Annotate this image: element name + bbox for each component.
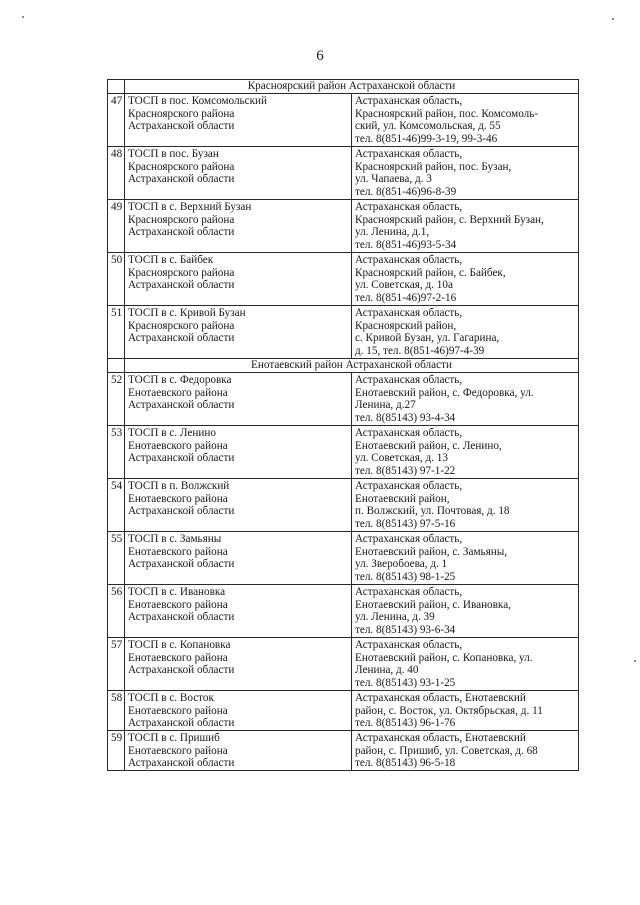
office-address: Астраханская область, Красноярский район, с. Верхний Бузан, ул. Ленина, д.1, тел. 8(851-46)93-5-34: [352, 200, 579, 253]
office-address: Астраханская область, Красноярский район, пос. Бузан, ул. Чапаева, д. 3 тел. 8(851-46)96-8-39: [352, 147, 579, 200]
table-row: [108, 426, 579, 479]
row-number: 51: [108, 306, 125, 359]
office-name: ТОСП в с. Пришиб Енотаевского района Астраханской области: [125, 731, 352, 771]
section-krasnoyarsky: [108, 80, 579, 359]
table-row: [108, 532, 579, 585]
table-row: [108, 306, 579, 359]
scan-speck: [22, 16, 24, 18]
office-address: Астраханская область, Енотаевский район, п. Волжский, ул. Почтовая, д. 18 тел. 8(85143) 97-5-16: [352, 479, 579, 532]
row-number: 55: [108, 532, 125, 585]
office-name: ТОСП в с. Федоровка Енотаевского района Астраханской области: [125, 373, 352, 426]
table-row: [108, 585, 579, 638]
row-number: 56: [108, 585, 125, 638]
office-address: Астраханская область, Енотаевский район, с. Ленино, ул. Советская, д. 13 тел. 8(85143) 97-1-22: [352, 426, 579, 479]
office-address: Астраханская область, Енотаевский район, с. Пришиб, ул. Советская, д. 68 тел. 8(85143) 96-5-18: [352, 731, 579, 771]
office-name: ТОСП в с. Копановка Енотаевского района Астраханской области: [125, 638, 352, 691]
table-row: [108, 200, 579, 253]
office-name: ТОСП в пос. Комсомольский Красноярского района Астраханской области: [125, 94, 352, 147]
row-number: 57: [108, 638, 125, 691]
section-enotaevsky: [108, 359, 579, 771]
table-row: [108, 638, 579, 691]
office-name: ТОСП в с. Восток Енотаевского района Астраханской области: [125, 691, 352, 731]
scan-speck: [634, 660, 636, 662]
office-address: Астраханская область, Енотаевский район, с. Федоровка, ул. Ленина, д.27 тел. 8(85143) 93-4-34: [352, 373, 579, 426]
office-name: ТОСП в с. Верхний Бузан Красноярского района Астраханской области: [125, 200, 352, 253]
office-name: ТОСП в с. Ивановка Енотаевского района Астраханской области: [125, 585, 352, 638]
row-number: 50: [108, 253, 125, 306]
office-address: Астраханская область, Красноярский район, с. Кривой Бузан, ул. Гагарина, д. 15, тел. 8(851-46)97-4-39: [352, 306, 579, 359]
office-name: ТОСП в с. Байбек Красноярского района Астраханской области: [125, 253, 352, 306]
offices-table: [107, 79, 579, 771]
office-name: ТОСП в с. Замьяны Енотаевского района Астраханской области: [125, 532, 352, 585]
row-number: 48: [108, 147, 125, 200]
row-number: 59: [108, 731, 125, 771]
row-number: 54: [108, 479, 125, 532]
office-name: ТОСП в с. Ленино Енотаевского района Астраханской области: [125, 426, 352, 479]
table-row: [108, 731, 579, 771]
table-row: [108, 253, 579, 306]
page-number: 6: [316, 48, 324, 64]
office-address: Астраханская область, Енотаевский район, с. Восток, ул. Октябрьская, д. 11 тел. 8(85143) 96-1-76: [352, 691, 579, 731]
office-address: Астраханская область, Енотаевский район, с. Копановка, ул. Ленина, д. 40 тел. 8(85143) 93-1-25: [352, 638, 579, 691]
table-row: [108, 373, 579, 426]
scan-speck: [612, 18, 614, 20]
office-address: Астраханская область, Енотаевский район, с. Замьяны, ул. Зверобоева, д. 1 тел. 8(85143) 98-1-25: [352, 532, 579, 585]
row-number: 53: [108, 426, 125, 479]
row-number: 47: [108, 94, 125, 147]
office-address: Астраханская область, Красноярский район, с. Байбек, ул. Советская, д. 10а тел. 8(851-46)97-2-16: [352, 253, 579, 306]
section-heading-spacer: [108, 359, 125, 373]
office-name: ТОСП в п. Волжский Енотаевского района Астраханской области: [125, 479, 352, 532]
row-number: 49: [108, 200, 125, 253]
row-number: 58: [108, 691, 125, 731]
section-heading: Енотаевский район Астраханской области: [125, 359, 579, 373]
section-heading-spacer: [108, 80, 125, 94]
table-row: [108, 479, 579, 532]
office-name: ТОСП в с. Кривой Бузан Красноярского района Астраханской области: [125, 306, 352, 359]
office-address: Астраханская область, Красноярский район, пос. Комсомоль- ский, ул. Комсомольская, д. 55 тел. 8(851-46)99-3-19, 99-3-46: [352, 94, 579, 147]
table-row: [108, 147, 579, 200]
table-row: [108, 691, 579, 731]
office-name: ТОСП в пос. Бузан Красноярского района Астраханской области: [125, 147, 352, 200]
office-address: Астраханская область, Енотаевский район, с. Ивановка, ул. Ленина, д. 39 тел. 8(85143) 93-6-34: [352, 585, 579, 638]
table-row: [108, 94, 579, 147]
section-heading: Красноярский район Астраханской области: [125, 80, 579, 94]
row-number: 52: [108, 373, 125, 426]
